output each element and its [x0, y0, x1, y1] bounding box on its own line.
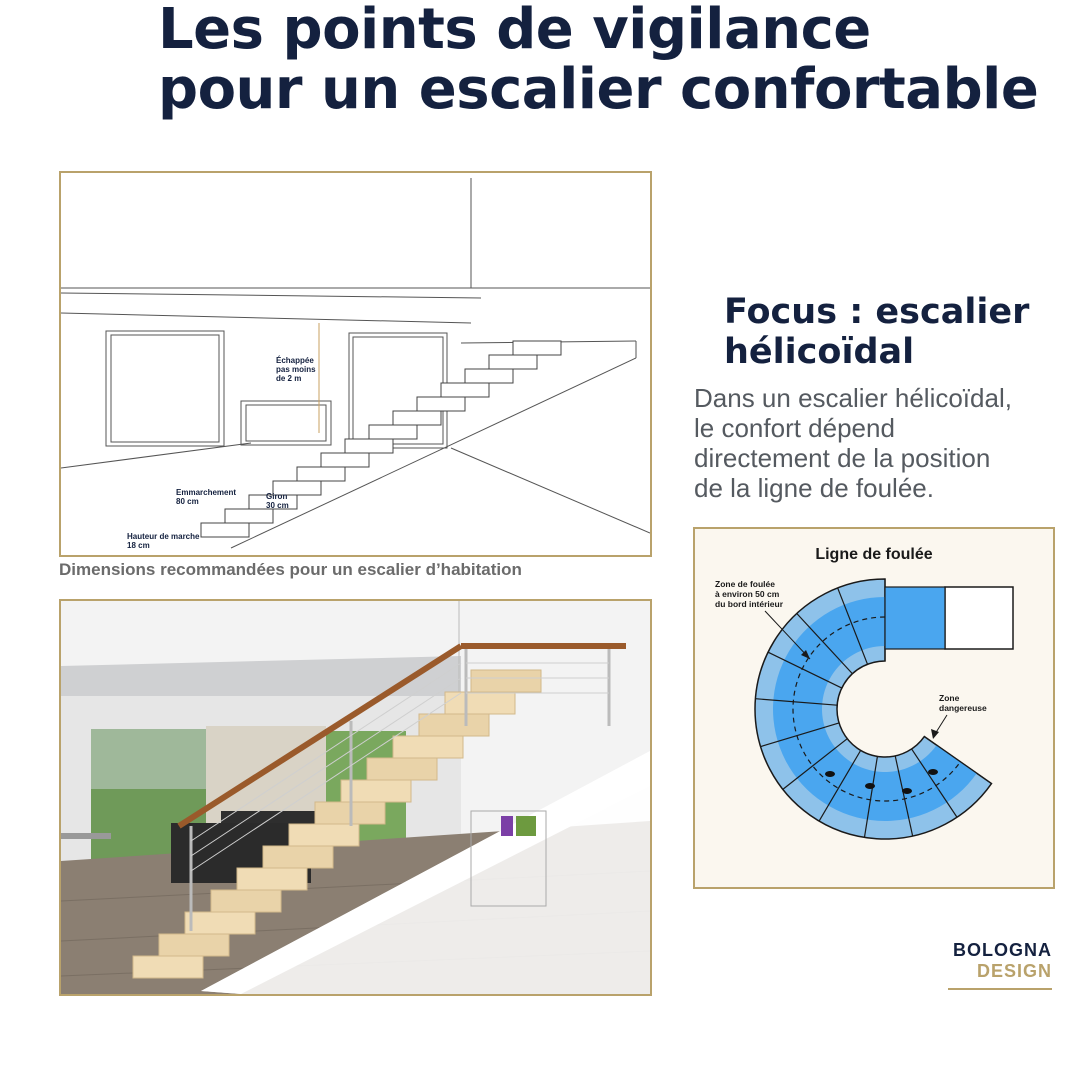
render-step	[211, 890, 281, 912]
render-step	[471, 670, 541, 692]
render-step	[237, 868, 307, 890]
render-step	[133, 956, 203, 978]
focus-title	[724, 292, 1064, 372]
svg-text:pas moins	[276, 365, 316, 374]
sketch-step	[393, 411, 441, 425]
svg-text:Hauteur de marche	[127, 532, 200, 541]
spiral-title: Ligne de foulée	[815, 546, 933, 563]
zone-label-3: du bord intérieur	[715, 599, 783, 609]
logo-rule	[948, 988, 1052, 990]
render-step	[185, 912, 255, 934]
focus-title-line-1: Focus : escalier	[724, 292, 1030, 332]
sketch-caption: Dimensions recommandées pour un escalier d’habitation	[59, 560, 522, 579]
page-title-line-2: pour un escalier confortable	[158, 57, 1039, 122]
svg-text:Giron	[266, 492, 287, 501]
logo-line-1: BOLOGNA	[953, 940, 1052, 960]
sketch-step	[321, 453, 369, 467]
sketch-step	[513, 341, 561, 355]
emmarchement-label-2: 80 cm	[176, 497, 199, 506]
svg-text:dangereuse	[939, 703, 987, 713]
focus-text-line-1: Dans un escalier hélicoïdal,	[694, 383, 1012, 413]
spiral-diagram-panel	[693, 527, 1055, 889]
svg-text:de 2 m	[276, 374, 301, 383]
bologna-design-logo	[948, 940, 1052, 990]
giron-label-2: 30 cm	[266, 501, 289, 510]
page-title	[158, 0, 1058, 120]
hauteur-label-1: Hauteur de marche	[127, 532, 200, 541]
svg-text:18 cm	[127, 541, 150, 550]
danger-label-2: dangereuse	[939, 703, 987, 713]
focus-text-line-3: directement de la position	[694, 443, 991, 473]
svg-text:80 cm	[176, 497, 199, 506]
sketch-step	[441, 383, 489, 397]
staircase-sketch-panel	[59, 171, 652, 557]
focus-text-line-4: de la ligne de foulée.	[694, 473, 934, 503]
sketch-step	[369, 425, 417, 439]
render-step	[289, 824, 359, 846]
page-title-line-1: Les points de vigilance	[158, 0, 871, 62]
render-step	[263, 846, 333, 868]
staircase-render	[61, 601, 650, 994]
echappee-label-1: Échappée	[276, 356, 314, 365]
focus-text	[694, 383, 1080, 503]
focus-title-line-2: hélicoïdal	[724, 332, 915, 372]
svg-text:30 cm	[266, 501, 289, 510]
focus-text-line-2: le confort dépend	[694, 413, 895, 443]
zone-label-2: à environ 50 cm	[715, 589, 780, 599]
logo-line-2: DESIGN	[976, 961, 1052, 981]
svg-text:Zone	[939, 693, 960, 703]
giron-label-1: Giron	[266, 492, 288, 501]
emmarchement-label-1: Emmarchement	[176, 488, 237, 497]
render-step	[159, 934, 229, 956]
render-step	[393, 736, 463, 758]
echappee-label-2: pas moins	[276, 365, 316, 374]
sketch-step	[345, 439, 393, 453]
sketch-step	[417, 397, 465, 411]
sketch-step	[465, 369, 513, 383]
render-step	[419, 714, 489, 736]
echappee-label-3: de 2 m	[276, 374, 302, 383]
svg-text:Zone de foulée	[715, 579, 775, 589]
staircase-render-panel	[59, 599, 652, 996]
hauteur-label-2: 18 cm	[127, 541, 150, 550]
sketch-step	[225, 509, 273, 523]
svg-text:Emmarchement	[176, 488, 236, 497]
zone-label-1: Zone de foulée	[715, 579, 775, 589]
render-step	[445, 692, 515, 714]
svg-text:du bord intérieur	[715, 599, 784, 609]
staircase-sketch	[61, 173, 650, 555]
svg-text:à environ 50 cm	[715, 589, 780, 599]
danger-label-1: Zone	[939, 693, 960, 703]
sketch-step	[201, 523, 249, 537]
sketch-step	[297, 467, 345, 481]
spiral-diagram	[695, 529, 1053, 887]
render-step	[367, 758, 437, 780]
sketch-step	[489, 355, 537, 369]
svg-text:Échappée	[276, 356, 314, 365]
landing	[945, 587, 1013, 649]
